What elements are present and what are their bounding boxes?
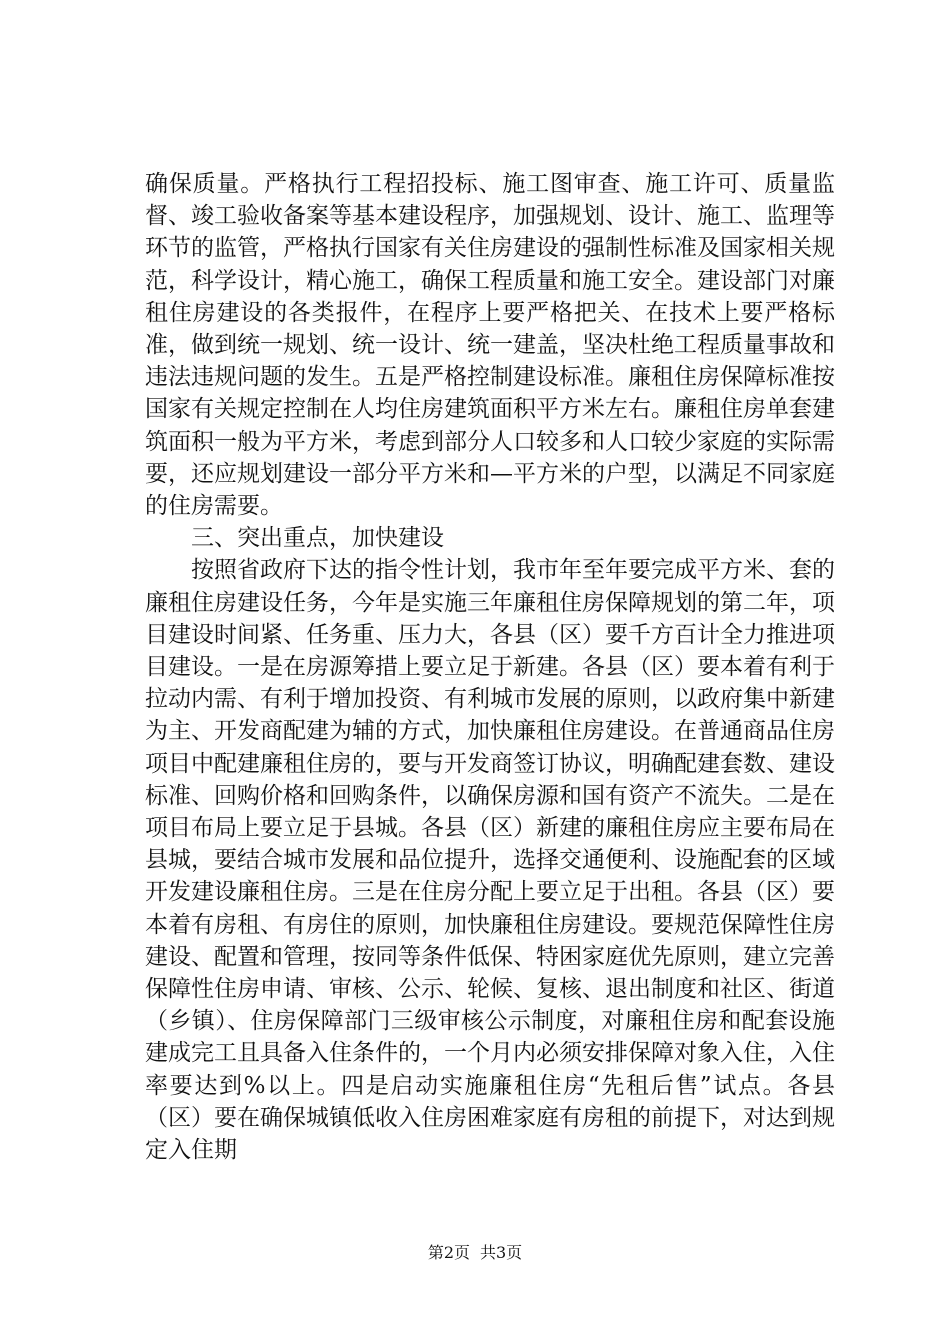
document-body	[145, 168, 835, 1166]
page-number-total: 共3页	[480, 1243, 523, 1262]
page-number-current: 第2页	[427, 1243, 470, 1262]
paragraph-construction-plan: 按照省政府下达的指令性计划，我市年至年要完成平方米、套的廉租住房建设任务，今年是实施三年廉租住房保障规划的第二年，项目建设时间紧、任务重、压力大，各县（区）要千方百计全力推进项目建设。一是在房源筹措上要立足于新建。各县（区）要本着有利于拉动内需、有利于增加投资、有利城市发展的原则，以政府集中新建为主、开发商配建为辅的方式，加快廉租住房建设。在普通商品住房项目中配建廉租住房的，要与开发商签订协议，明确配建套数、建设标准、回购价格和回购条件，以确保房源和国有资产不流失。二是在项目布局上要立足于县城。各县（区）新建的廉租住房应主要布局在县城，要结合城市发展和品位提升，选择交通便利、设施配套的区域开发建设廉租住房。三是在住房分配上要立足于出租。各县（区）要本着有房租、有房住的原则，加快廉租住房建设。要规范保障性住房建设、配置和管理，按同等条件低保、特困家庭优先原则，建立完善保障性住房申请、审核、公示、轮候、复核、退出制度和社区、街道（乡镇）、住房保障部门三级审核公示制度，对廉租住房和配套设施建成完工且具备入住条件的，一个月内必须安排保障对象入住，入住率要达到%以上。四是启动实施廉租住房“先租后售”试点。各县（区）要在确保城镇低收入住房困难家庭有房租的前提下，对达到规定入住期	[145, 557, 835, 1164]
page-footer	[0, 1243, 950, 1263]
paragraph-quality-control: 确保质量。严格执行工程招投标、施工图审查、施工许可、质量监督、竣工验收备案等基本建设程序，加强规划、设计、施工、监理等环节的监管，严格执行国家有关住房建设的强制性标准及国家相关规范，科学设计，精心施工，确保工程质量和施工安全。建设部门对廉租住房建设的各类报件，在程序上要严格把关、在技术上要严格标准，做到统一规划、统一设计、统一建盖，坚决杜绝工程质量事故和违法违规问题的发生。五是严格控制建设标准。廉租住房保障标准按国家有关规定控制在人均住房建筑面积平方米左右。廉租住房单套建筑面积一般为平方米，考虑到部分人口较多和人口较少家庭的实际需要，还应规划建设一部分平方米和—平方米的户型，以满足不同家庭的住房需要。	[145, 171, 835, 520]
section-heading-3: 三、突出重点，加快建设	[191, 525, 444, 552]
